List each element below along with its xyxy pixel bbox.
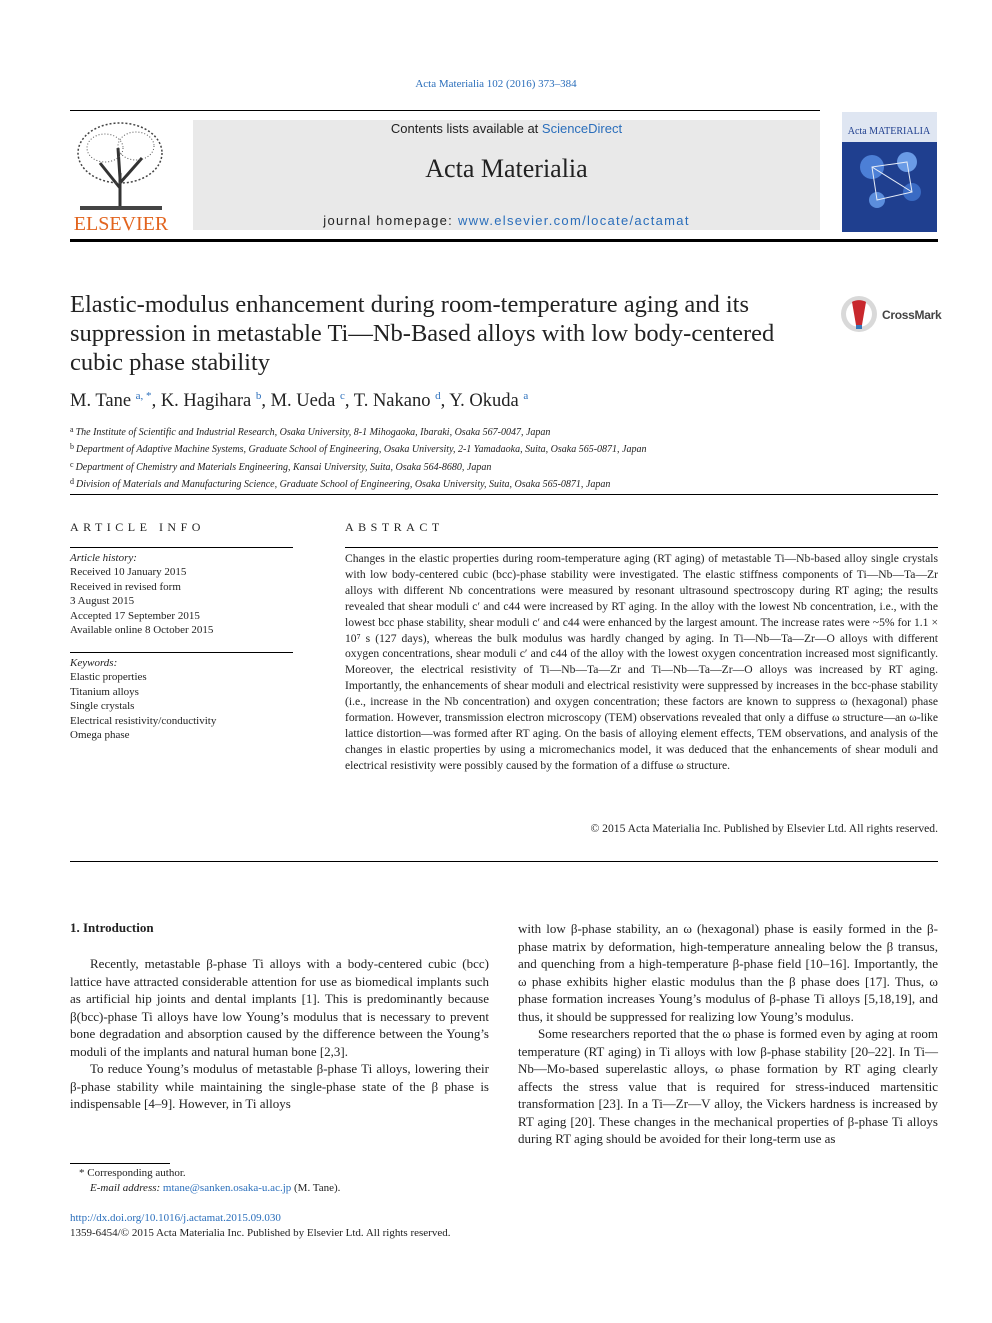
corresponding-note: * Corresponding author. — [79, 1167, 186, 1179]
keyword: Omega phase — [70, 729, 130, 742]
history-label: Article history: — [70, 552, 137, 564]
article-title: Elastic-modulus enhancement during room-temperature aging and its suppression in metastable Ti—Nb-Based alloys with low body-centered cubic phase stability — [70, 291, 775, 376]
author-name: K. Hagihara — [160, 391, 252, 411]
author-name: Y. Okuda — [449, 391, 519, 411]
affiliations — [70, 423, 930, 492]
affiliation-tag: b — [70, 442, 74, 452]
abstract-copyright: © 2015 Acta Materialia Inc. Published by Elsevier Ltd. All rights reserved. — [590, 822, 938, 835]
history-item: Accepted 17 September 2015 — [70, 609, 200, 622]
author-affil-mark[interactable]: c — [339, 390, 345, 402]
info-rule — [70, 547, 293, 548]
elsevier-logo-icon — [70, 118, 172, 234]
keyword: Single crystals — [70, 700, 135, 713]
affiliation-tag: a — [70, 425, 74, 434]
history-item: Received in revised form — [70, 580, 181, 593]
abstract-text: Changes in the elastic properties during room-temperature aging (RT aging) of metastable Ti—Nb-based alloy single crystals with low body-centered cubic (bcc)-phase stability were investigated. The elastic stiffness components of Ti—Nb—Ta—Zr alloys with different Nb concentrations were measured by resonant ultrasound spectroscopy during RT aging; the results revealed that shear moduli c′ and c44 were increased by RT aging. In the alloy with the lowest Nb concentration, i.e., with the lowest bcc phase stability, shear moduli c′ and c44 were enhanced by the largest amount. The increase rates were ~5% for 1.1 × 10⁷ s (127 days), whereas the bulk modulus was hardly changed by aging. In Ti—Nb—Ta—Zr—O alloys with different oxygen concentrations, shear moduli c′ and c44 of the alloy with the lowest oxygen concentration increased most significantly. Moreover, the electrical resistivity of Ti—Nb—Ta—Zr and Ti—Nb—Ta—Zr—O alloys was increased by RT aging. Importantly, the enhancements of shear moduli and electrical resistivity were suppressed by increases in the bcc-phase stability (i.e., increase in the Nb concentration) and oxygen concentration; these factors are known to suppress ω (hexagonal) phase formation. However, transmission electron microscopy (TEM) observations revealed that only a diffuse ω structure—an ω-like lattice distortion—was formed after RT aging. On the basis of alloying element effects, TEM observations, and analysis of the changes in elastic properties by using a micromechanics model, it was deduced that the enhancements of shear moduli and electrical resistivity were possibly caused by the formation of a diffuse ω structure. — [345, 552, 938, 772]
keywords — [70, 656, 293, 742]
email-suffix: (M. Tane). — [291, 1182, 341, 1194]
section-rule — [70, 861, 938, 862]
author-affil-mark[interactable]: d — [435, 390, 441, 402]
journal-cover-icon — [842, 112, 937, 232]
history-item: Available online 8 October 2015 — [70, 624, 214, 637]
affiliation — [70, 440, 930, 457]
author-name: M. Ueda — [270, 391, 336, 411]
body-paragraph: with low β-phase stability, an ω (hexagonal) phase is easily formed in the β-phase matrix by deformation, high-temperature annealing below the β transus, and quenching from a high-temperature β-phase field [10–16]. Importantly, the ω phase exhibits higher elastic modulus than the β phase does [17]. Thus, ω phase formation increases Young’s modulus of β-phase Ti alloys [5,18,19], and thus, it should be suppressed for realizing low Young’s modulus. — [518, 921, 938, 1024]
crossmark-label: CrossMark — [882, 308, 942, 322]
affiliation-text: The Institute of Scientific and Industrial Research, Osaka University, 8-1 Mihogaoka, Ibaraki, Osaka 567-0047, Japan — [75, 427, 551, 438]
section-rule — [70, 494, 938, 495]
body-paragraph: Some researchers reported that the ω phase is formed even by aging at room temperature (RT aging) in Ti alloys with low β-phase stability [20–22]. In Ti—Nb—Mo-based superelastic alloys, ω phase formation by RT aging clearly affects the stress value that is required for stress-induced martensitic transformation [23]. In a Ti—Zr—V alloy, the Vickers hardness is increased by RT aging [20]. These changes in the mechanical properties of β-phase Ti alloys during RT aging should be avoided for their long-term use as — [518, 1026, 938, 1146]
history-item: Received 10 January 2015 — [70, 566, 187, 579]
affiliation-tag: c — [70, 459, 74, 469]
author[interactable] — [449, 391, 528, 411]
crossmark-icon — [840, 295, 878, 333]
author[interactable] — [161, 391, 262, 411]
email-note — [70, 1181, 500, 1196]
contents-line — [193, 121, 820, 136]
contents-prefix: Contents lists available at — [390, 121, 542, 136]
homepage-prefix: journal homepage: — [323, 213, 458, 228]
info-rule — [70, 652, 293, 653]
elsevier-wordmark: ELSEVIER — [73, 213, 169, 234]
keywords-label: Keywords: — [70, 657, 118, 669]
body-column-right — [518, 920, 938, 1148]
issn-line: 1359-6454/© 2015 Acta Materialia Inc. Published by Elsevier Ltd. All rights reserved. — [70, 1227, 451, 1239]
body-paragraph: To reduce Young’s modulus of metastable β-phase Ti alloys, lowering their β-phase stability while maintaining the single-phase state of the β phase is indispensable [4–9]. However, in Ti alloys — [70, 1061, 489, 1111]
author-name: T. Nakano — [353, 391, 431, 411]
email-label: E-mail address: — [90, 1182, 163, 1194]
body-column-left — [70, 955, 489, 1113]
email-link[interactable]: mtane@sanken.osaka-u.ac.jp — [162, 1182, 292, 1194]
homepage-link[interactable]: www.elsevier.com/locate/actamat — [457, 213, 690, 228]
author-affil-mark[interactable]: b — [255, 390, 262, 402]
author-affil-mark[interactable]: a, * — [135, 390, 152, 402]
affiliation-tag: d — [70, 476, 74, 486]
homepage-line — [193, 213, 820, 228]
keyword: Electrical resistivity/conductivity — [70, 714, 217, 727]
sciencedirect-link[interactable]: ScienceDirect — [541, 121, 623, 136]
abstract-rule — [345, 547, 938, 548]
affiliation — [70, 475, 930, 492]
author-list: M. Tane $^{a, *}$, K. Hagihara $^b$, M. Ueda $^c$, T. Nakano $^d$, Y. Okuda $^a$ — [70, 390, 529, 411]
history-item: 3 August 2015 — [70, 595, 135, 608]
journal-title: Acta Materialia — [425, 154, 588, 183]
affiliation — [70, 458, 930, 475]
crossmark-badge[interactable] — [840, 295, 950, 335]
header-thick-rule — [70, 239, 938, 242]
footnote — [70, 1166, 500, 1196]
footnote-rule — [70, 1163, 170, 1164]
journal-citation[interactable]: Acta Materialia 102 (2016) 373–384 — [415, 78, 577, 90]
author[interactable] — [354, 391, 441, 411]
keyword: Titanium alloys — [70, 685, 139, 698]
author-affil-mark[interactable]: a — [523, 390, 529, 402]
doi-link[interactable]: http://dx.doi.org/10.1016/j.actamat.2015.09.030 — [70, 1212, 281, 1224]
article-info-heading: ARTICLE INFO — [70, 520, 205, 534]
affiliation — [70, 423, 930, 440]
author[interactable] — [271, 391, 345, 411]
affiliation-text: Department of Adaptive Machine Systems, Graduate School of Engineering, Osaka University, 2-1 Yamadaoka, Suita, Osaka 565-0871, Japan — [76, 444, 647, 456]
section-heading: 1. Introduction — [70, 920, 154, 935]
cover-title: Acta MATERIALIA — [847, 126, 931, 137]
author-name: M. Tane — [70, 391, 132, 411]
header-rule — [70, 110, 820, 111]
affiliation-text: Department of Chemistry and Materials Engineering, Kansai University, Suita, Osaka 564-8680, Japan — [75, 461, 492, 473]
author[interactable] — [70, 391, 152, 411]
affiliation-text: Division of Materials and Manufacturing Science, Graduate School of Engineering, Osaka University, Suita, Osaka 565-0871, Japan — [76, 478, 611, 490]
abstract-heading: ABSTRACT — [345, 520, 444, 534]
body-paragraph: Recently, metastable β-phase Ti alloys with a body-centered cubic (bcc) lattice have attracted considerable attention for use as biomedical implants such as artificial hip joints and dental implants [1]. This is predominantly because β(bcc)-phase Ti alloys have low Young’s modulus that is necessary to prevent bone degradation and absorption caused by the difference between the Young’s moduli of the implants and natural human bone [2,3]. — [70, 956, 489, 1059]
keyword: Elastic properties — [70, 671, 147, 684]
article-history — [70, 551, 293, 637]
